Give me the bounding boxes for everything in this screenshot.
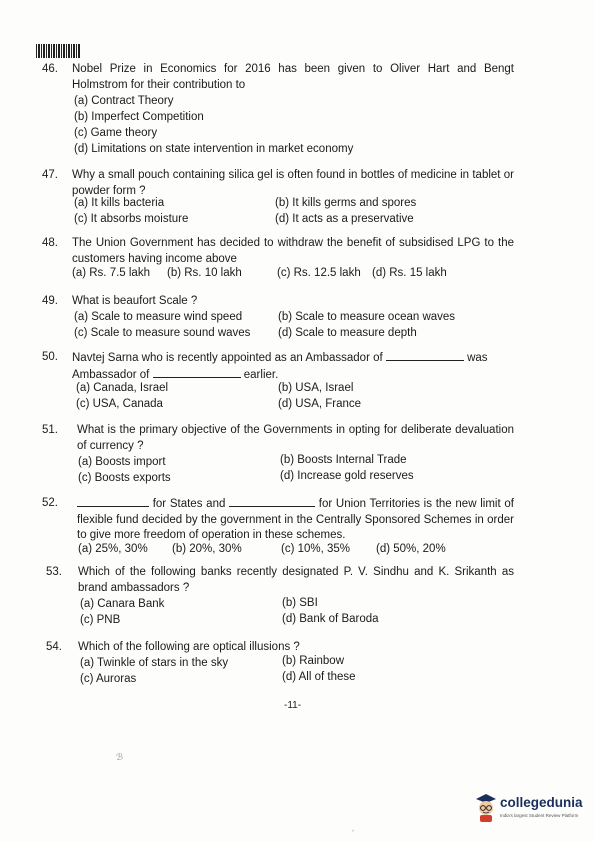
option-b: (b) Scale to measure ocean waves xyxy=(278,311,456,323)
option-c: (c) Rs. 12.5 lakh xyxy=(277,267,361,279)
question-text: Which of the following banks recently designated P. V. Sindhu and K. Srikanth as brand ambassadors ? xyxy=(78,566,514,594)
option-b: (b) Rs. 10 lakh xyxy=(167,267,242,279)
barcode xyxy=(36,44,80,58)
option-a: (a) Canara Bank xyxy=(80,598,165,610)
option-d: (d) All of these xyxy=(282,671,356,683)
option-b: (b) Imperfect Competition xyxy=(74,111,204,123)
brand-name: collegedunia xyxy=(500,795,583,810)
option-c: (c) Auroras xyxy=(80,673,137,685)
mascot-icon xyxy=(474,793,498,823)
option-a: (a) Scale to measure wind speed xyxy=(74,311,243,323)
option-c: (c) Game theory xyxy=(74,127,158,139)
option-b: (b) USA, Israel xyxy=(278,382,354,394)
answer-blank xyxy=(386,350,464,361)
question-number: 52. xyxy=(42,497,58,509)
option-b: (b) It kills germs and spores xyxy=(275,197,417,209)
option-c: (c) Boosts exports xyxy=(78,472,171,484)
question-text: What is beaufort Scale ? xyxy=(72,295,198,307)
question-number: 53. xyxy=(46,566,62,578)
scan-mark-icon: ℬ xyxy=(116,752,124,762)
question-text-part: of flexible fund decided by the government in the Centrally Sponsored Schemes in order to give more freedom of operation in these schemes. xyxy=(77,498,514,541)
option-b: (b) Boosts Internal Trade xyxy=(280,454,407,466)
brand-logo xyxy=(474,793,586,829)
option-d: (d) Rs. 15 lakh xyxy=(372,267,447,279)
option-d: (d) It acts as a preservative xyxy=(275,213,414,225)
question-text xyxy=(77,496,514,544)
option-c: (c) 10%, 35% xyxy=(281,543,351,555)
option-a: (a) Boosts import xyxy=(78,456,166,468)
question-number: 46. xyxy=(42,63,58,75)
option-b: (b) Rainbow xyxy=(282,655,344,667)
question-text-part: Navtej Sarna who is recently appointed as an Ambassador of xyxy=(72,352,383,364)
question-number: 49. xyxy=(42,295,58,307)
answer-blank xyxy=(153,367,241,378)
option-b: (b) 20%, 30% xyxy=(172,543,242,555)
question-number: 51. xyxy=(42,424,58,436)
question-text-part: was xyxy=(467,352,488,364)
page-number: -11- xyxy=(284,700,302,711)
option-d: (d) 50%, 20% xyxy=(376,543,446,555)
option-a: (a) 25%, 30% xyxy=(78,543,148,555)
question-number: 48. xyxy=(42,237,58,249)
option-a: (a) Canada, Israel xyxy=(76,382,169,394)
question-text-part: earlier. xyxy=(243,368,279,381)
question-text-part: for Union Territories is the new limit xyxy=(318,498,501,510)
option-d: (d) Limitations on state intervention in market economy xyxy=(74,143,354,155)
question-text: Why a small pouch containing silica gel is often found in bottles of medicine in tablet or powder form ? xyxy=(72,169,514,197)
question-text-part: for States and xyxy=(152,498,226,510)
answer-blank xyxy=(77,496,149,507)
question-number: 50. xyxy=(42,351,58,363)
option-d: (d) Scale to measure depth xyxy=(278,327,417,339)
option-c: (c) It absorbs moisture xyxy=(74,213,189,225)
option-c: (c) Scale to measure sound waves xyxy=(74,327,251,339)
option-d: (d) USA, France xyxy=(278,398,362,410)
question-text xyxy=(72,350,514,383)
question-text: Which of the following are optical illusions ? xyxy=(78,641,300,653)
option-a: (a) Twinkle of stars in the sky xyxy=(80,657,229,669)
scan-mark-icon: ‘ xyxy=(352,828,354,838)
option-c: (c) PNB xyxy=(80,614,121,626)
question-number: 54. xyxy=(46,641,62,653)
option-c: (c) USA, Canada xyxy=(76,398,163,410)
option-d: (d) Increase gold reserves xyxy=(280,470,414,482)
option-a: (a) Rs. 7.5 lakh xyxy=(72,267,150,279)
option-a: (a) It kills bacteria xyxy=(74,197,165,209)
question-text: The Union Government has decided to withdraw the benefit of subsidised LPG to the customers having income above xyxy=(72,237,514,265)
answer-blank xyxy=(229,496,315,507)
question-text: What is the primary objective of the Governments in opting for deliberate devaluation of currency ? xyxy=(77,424,514,452)
question-text-part: Ambassador of xyxy=(72,368,150,381)
brand-tagline: India's largest Student Review Platform xyxy=(500,813,579,818)
option-b: (b) SBI xyxy=(282,597,318,609)
question-number: 47. xyxy=(42,169,58,181)
option-a: (a) Contract Theory xyxy=(74,95,174,107)
option-d: (d) Bank of Baroda xyxy=(282,613,379,625)
question-text: Nobel Prize in Economics for 2016 has been given to Oliver Hart and Bengt Holmstrom for their contribution to xyxy=(72,63,514,91)
